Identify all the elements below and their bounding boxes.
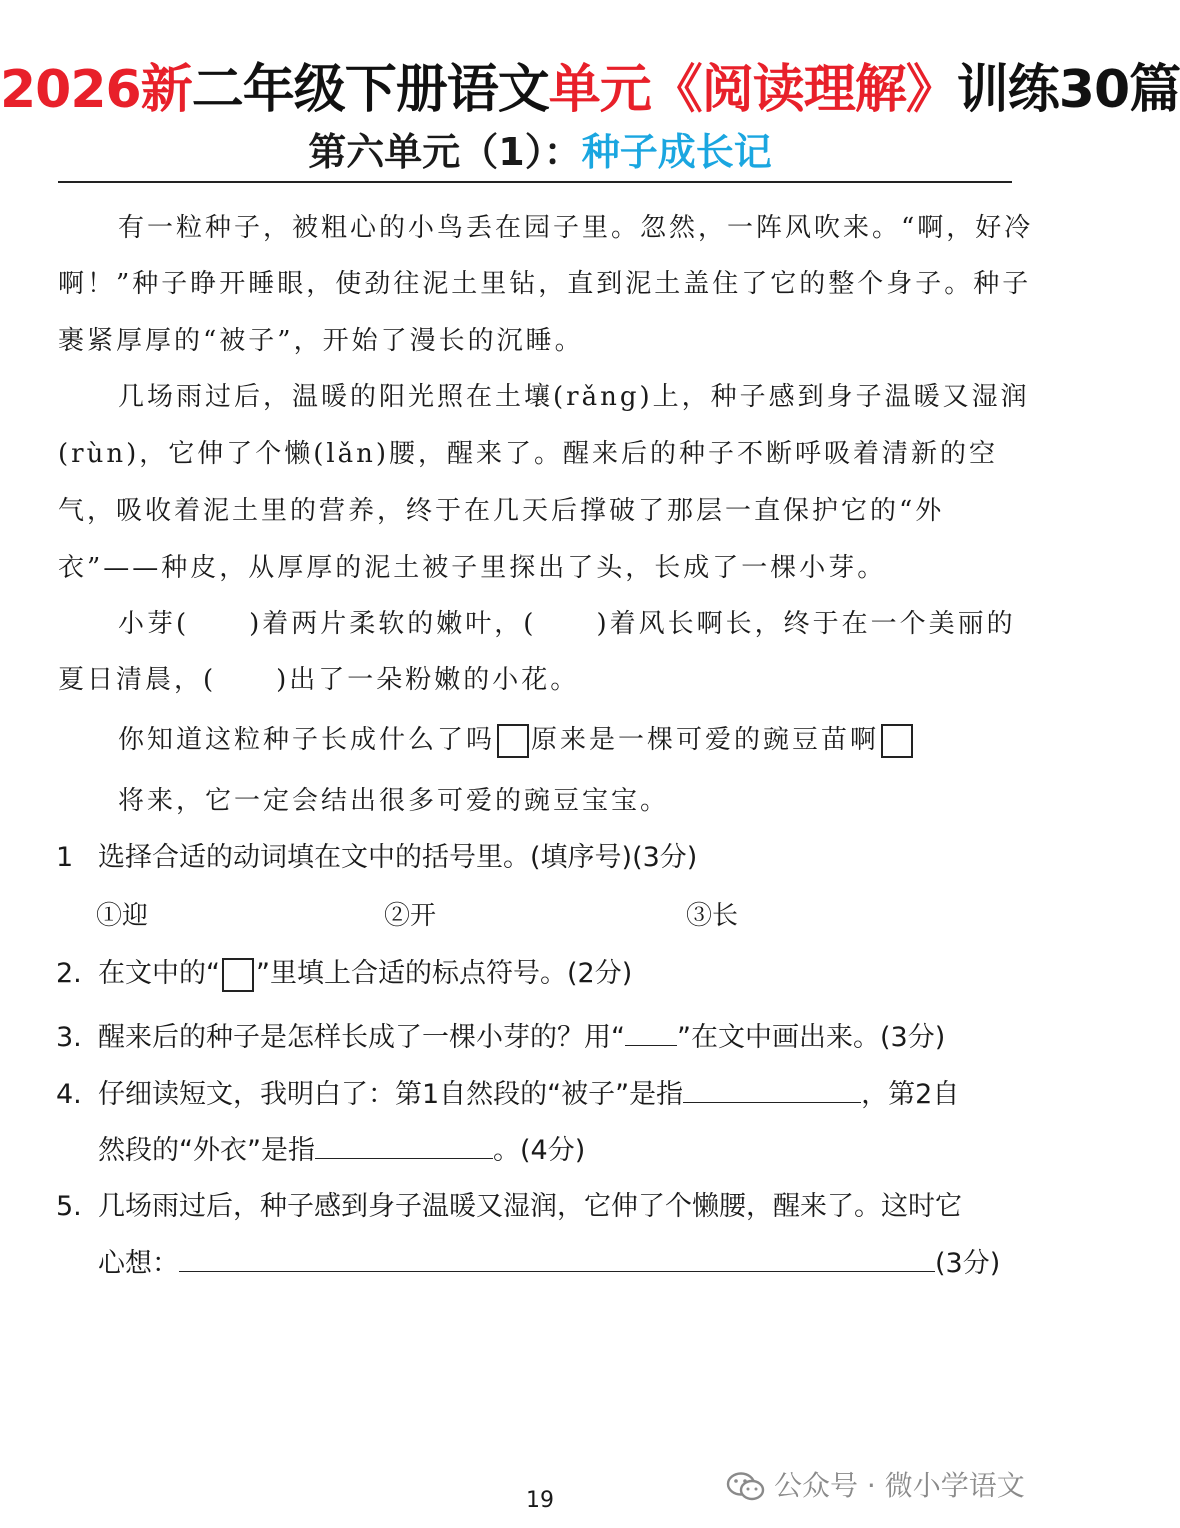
- question-2-number: 2.: [56, 958, 82, 989]
- p4-text-b: 原来是一棵可爱的豌豆苗啊: [531, 725, 880, 755]
- punctuation-box-2[interactable]: [881, 724, 913, 758]
- passage-p1-line2: 啊！”种子睁开睡眼，使劲往泥土里钻，直到泥土盖住了它的整个身子。种子: [58, 269, 1032, 299]
- passage-p2-line3: 气，吸收着泥土里的营养，终于在几天后撑破了那层一直保护它的“外: [58, 496, 945, 526]
- passage-p4-line1: [58, 720, 1012, 760]
- question-1-number: 1: [56, 842, 74, 873]
- passage-p1-line1: 有一粒种子，被粗心的小鸟丢在园子里。忽然，一阵风吹来。“啊，好冷: [118, 213, 1034, 243]
- question-5-number: 5.: [56, 1191, 82, 1222]
- question-1: [56, 838, 697, 878]
- p3-text-a: 小芽(: [118, 609, 190, 639]
- passage-p2-line2: (rùn)，它伸了个懒(lǎn)腰，醒来了。醒来后的种子不断呼吸着清新的空: [58, 439, 999, 469]
- passage-p3-line2: [58, 660, 1012, 700]
- watermark-text: 公众号 · 微小学语文: [774, 1469, 1025, 1502]
- title-unit: 单元《阅读理解》: [548, 60, 957, 120]
- title-count: 训练30篇: [956, 60, 1180, 120]
- question-4-cont: [98, 1130, 585, 1171]
- passage-p2-line1: 几场雨过后，温暖的阳光照在土壤(rǎng)上，种子感到身子温暖又湿润: [118, 382, 1030, 412]
- question-3-text-b: ”在文中画出来。(3分): [677, 1022, 946, 1053]
- underline-symbol: [625, 1017, 677, 1046]
- passage-p4-line2: 将来，它一定会结出很多可爱的豌豆宝宝。: [118, 786, 670, 816]
- question-4-text-c: 然段的“外衣”是指: [98, 1135, 315, 1166]
- p3-text-e: )出了一朵粉嫩的小花。: [276, 665, 580, 695]
- answer-line-thought[interactable]: [179, 1243, 935, 1272]
- question-5-points: (3分): [935, 1248, 1001, 1279]
- question-4: [56, 1074, 959, 1115]
- question-3-text-a: 醒来后的种子是怎样长成了一棵小芽的？用“: [98, 1022, 625, 1053]
- question-4-text-a: 仔细读短文，我明白了：第1自然段的“被子”是指: [98, 1079, 684, 1110]
- header-divider: [58, 181, 1012, 183]
- question-2: [56, 954, 632, 994]
- answer-line-quilt[interactable]: [683, 1074, 861, 1103]
- p3-text-b: )着两片柔软的嫩叶，(: [249, 609, 537, 639]
- q1-option-3: ③长: [686, 901, 739, 931]
- question-2-text-b: ”里填上合适的标点符号。(2分): [256, 958, 633, 989]
- q1-option-2: ②开: [384, 901, 437, 931]
- punctuation-box-1[interactable]: [497, 724, 529, 758]
- watermark: [726, 1466, 1025, 1506]
- question-5-text-b: 心想：: [98, 1248, 179, 1279]
- passage-p3-line1: [58, 604, 1016, 644]
- question-5-text-a: 几场雨过后，种子感到身子温暖又湿润，它伸了个懒腰，醒来了。这时它: [98, 1191, 962, 1222]
- page-title: [0, 58, 1180, 122]
- question-2-text-a: 在文中的“: [98, 958, 220, 989]
- page-subtitle: [0, 126, 1080, 178]
- p4-text-a: 你知道这粒种子长成什么了吗: [118, 725, 496, 755]
- page-number: 19: [526, 1488, 554, 1513]
- title-grade: 二年级下册语文: [191, 60, 549, 120]
- passage-p1-line3: 裹紧厚厚的“被子”，开始了漫长的沉睡。: [58, 326, 584, 356]
- question-4-text-d: 。(4分): [492, 1135, 586, 1166]
- answer-line-coat[interactable]: [315, 1130, 493, 1159]
- passage-p2-line4: 衣”——种皮，从厚厚的泥土被子里探出了头，长成了一棵小芽。: [58, 553, 887, 583]
- q1-option-1: ①迎: [96, 901, 149, 931]
- title-year: 2026新: [0, 60, 192, 120]
- question-4-number: 4.: [56, 1079, 82, 1110]
- p3-text-d: 夏日清晨，(: [58, 665, 217, 695]
- subtitle-prefix: 第六单元（1）：: [308, 130, 582, 174]
- question-3: [56, 1017, 945, 1058]
- subtitle-topic: 种子成长记: [581, 130, 772, 174]
- question-4-text-b: ，第2自: [861, 1079, 960, 1110]
- question-2-box-icon: [222, 958, 254, 992]
- question-5-cont: [98, 1243, 1000, 1284]
- wechat-icon: [726, 1471, 766, 1503]
- p3-text-c: )着风长啊长，终于在一个美丽的: [596, 609, 1016, 639]
- question-3-number: 3.: [56, 1022, 82, 1053]
- question-1-text: 选择合适的动词填在文中的括号里。(填序号)(3分): [98, 842, 698, 873]
- question-5: [56, 1187, 962, 1227]
